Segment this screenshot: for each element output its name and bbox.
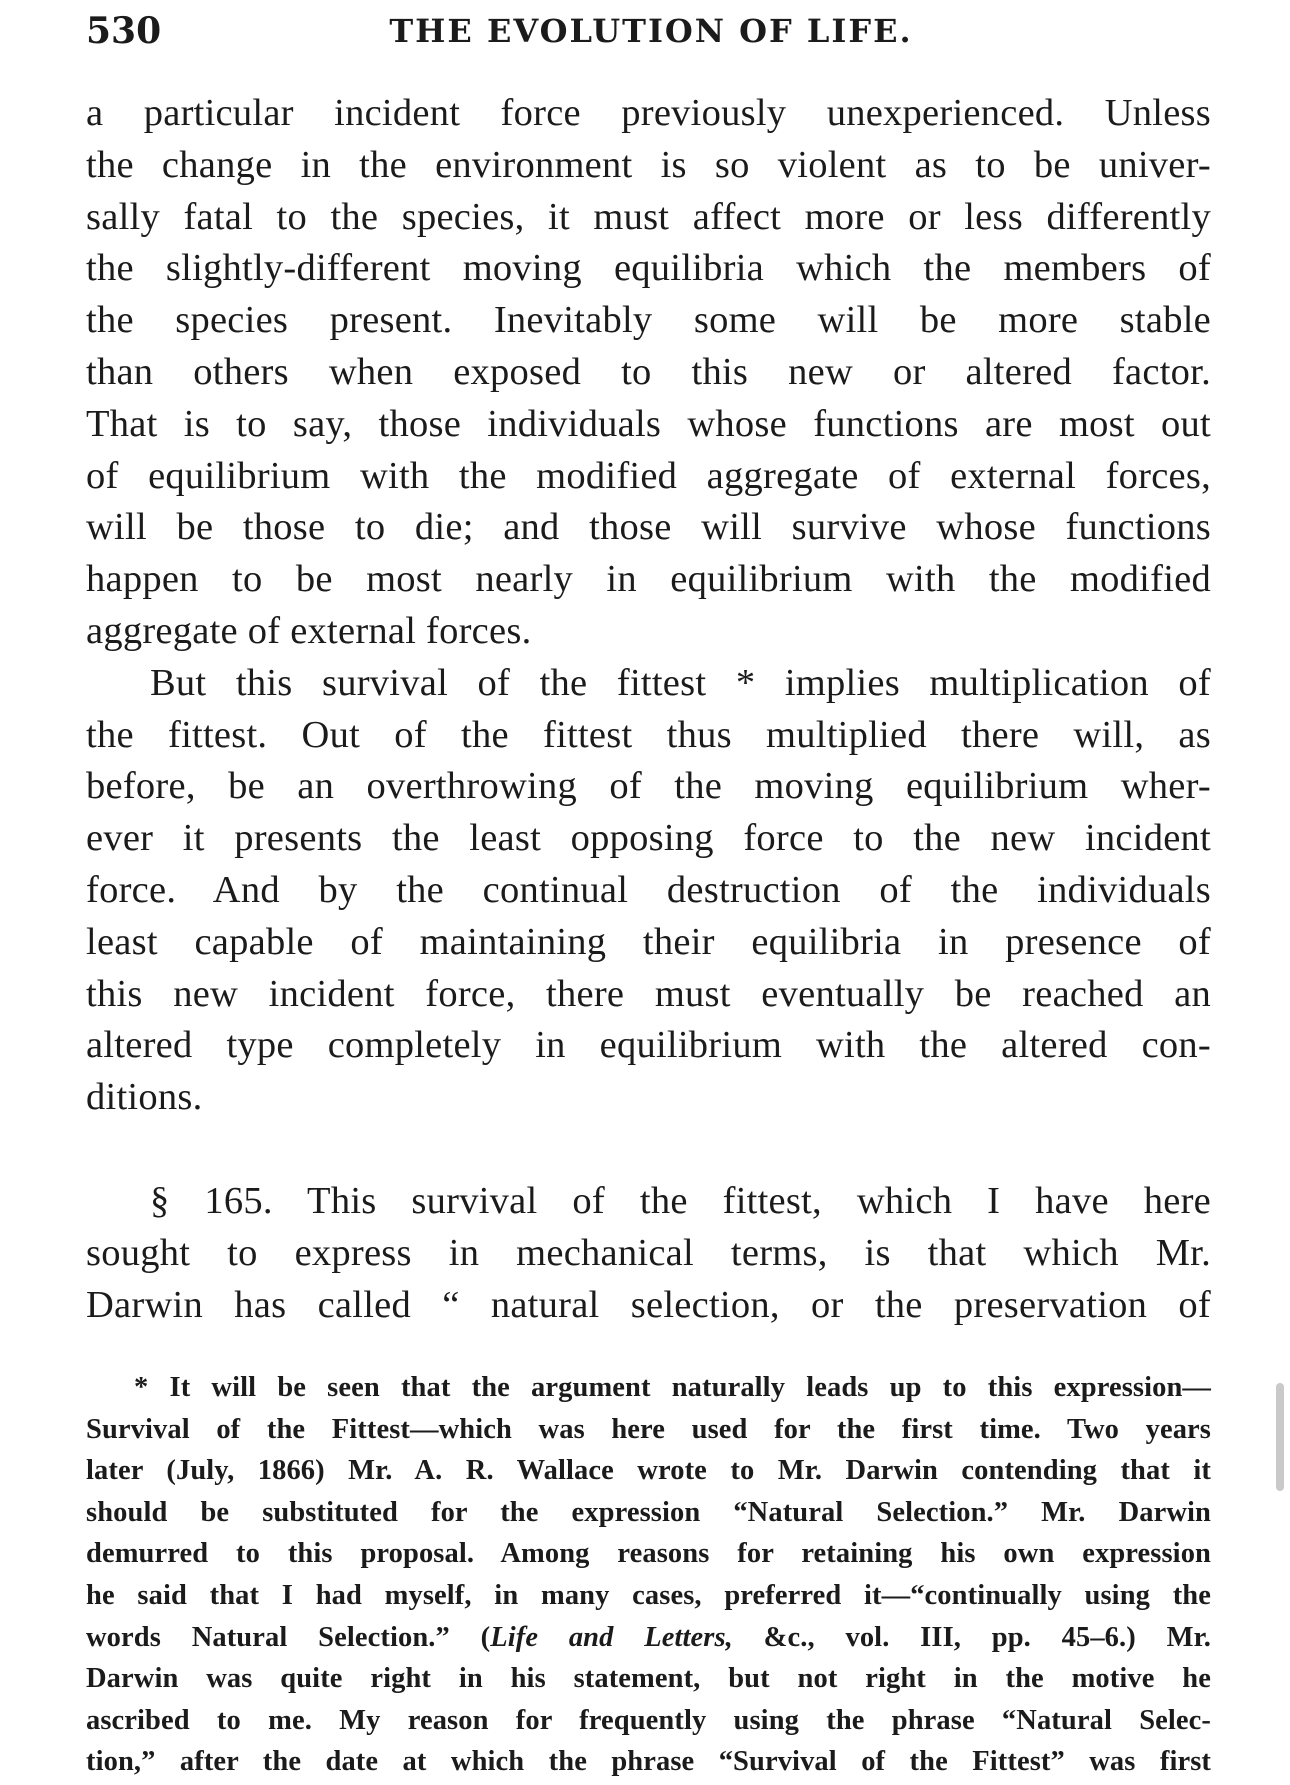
text-line: happen to be most nearly in equilibrium with the modified bbox=[86, 558, 1211, 601]
paragraph bbox=[86, 1176, 1211, 1331]
section-gap bbox=[86, 1124, 1211, 1176]
text-line: sought to express in mechanical terms, is that which Mr. bbox=[86, 1231, 1211, 1274]
text-line: the change in the environment is so violent as to be univer- bbox=[86, 143, 1211, 186]
text-line: sally fatal to the species, it must affect more or less differently bbox=[86, 195, 1211, 238]
footnote-line: tion,” after the date at which the phrase “Survival of the Fittest” was first bbox=[86, 1746, 1211, 1778]
text-line: will be those to die; and those will survive whose functions bbox=[86, 506, 1211, 549]
footnote-line: Survival of the Fittest—which was here used for the first time. Two years bbox=[86, 1413, 1211, 1445]
text-line: a particular incident force previously unexperienced. Unless bbox=[86, 92, 1211, 134]
scrollbar-thumb[interactable] bbox=[1276, 1383, 1284, 1491]
text-line: But this survival of the fittest * implies multiplication of bbox=[150, 661, 1211, 704]
text-line: the species present. Inevitably some will be more stable bbox=[86, 299, 1211, 342]
text-line: this new incident force, there must eventually be reached an bbox=[86, 972, 1211, 1015]
book-title: Life and Letters, bbox=[490, 1621, 733, 1653]
footnote-line: should be substituted for the expression “Natural Selection.” Mr. Darwin bbox=[86, 1496, 1211, 1528]
footnote-line: he said that I had myself, in many cases, preferred it—“continually using the bbox=[86, 1579, 1211, 1611]
footnote-text: words Natural Selection.” ( bbox=[86, 1621, 491, 1653]
text-line: than others when exposed to this new or altered factor. bbox=[86, 350, 1211, 393]
text-line: before, be an overthrowing of the moving equilibrium wher- bbox=[86, 765, 1211, 808]
paragraph bbox=[86, 88, 1211, 658]
page-header bbox=[86, 6, 1216, 56]
text-line: least capable of maintaining their equilibria in presence of bbox=[86, 920, 1211, 963]
text-line: Darwin has called “ natural selection, or the preservation of bbox=[86, 1283, 1211, 1326]
text-line: ever it presents the least opposing force to the new incident bbox=[86, 817, 1211, 860]
text-line: § 165. This survival of the fittest, which I have here bbox=[150, 1179, 1211, 1222]
footnote-line: later (July, 1866) Mr. A. R. Wallace wrote to Mr. Darwin contending that it bbox=[86, 1455, 1211, 1487]
footnote-line: ascribed to me. My reason for frequently using the phrase “Natural Selec- bbox=[86, 1704, 1211, 1736]
paragraph bbox=[86, 658, 1211, 1124]
footnote-line: Darwin was quite right in his statement, but not right in the motive he bbox=[86, 1663, 1211, 1695]
footnote-line: * It will be seen that the argument naturally leads up to this expression— bbox=[134, 1372, 1211, 1403]
page-number: 530 bbox=[86, 10, 162, 52]
text-line: force. And by the continual destruction of the individuals bbox=[86, 868, 1211, 911]
text-line: the fittest. Out of the fittest thus multiplied there will, as bbox=[86, 713, 1211, 756]
running-head: THE EVOLUTION OF LIFE. bbox=[389, 12, 913, 50]
text-line: of equilibrium with the modified aggregate of external forces, bbox=[86, 454, 1211, 497]
footnote-line bbox=[86, 1617, 1211, 1659]
body-text bbox=[86, 88, 1211, 1331]
text-line: ditions. bbox=[86, 1076, 203, 1119]
footnote-line: demurred to this proposal. Among reasons for retaining his own expression bbox=[86, 1538, 1211, 1570]
text-line: That is to say, those individuals whose functions are most out bbox=[86, 402, 1211, 445]
text-line: the slightly-different moving equilibria which the members of bbox=[86, 247, 1211, 290]
footnote-text: &c., vol. III, pp. 45–6.) Mr. bbox=[732, 1621, 1211, 1653]
text-line: aggregate of external forces. bbox=[86, 609, 532, 652]
footnote bbox=[86, 1367, 1211, 1783]
text-line: altered type completely in equilibrium with the altered con- bbox=[86, 1024, 1211, 1067]
